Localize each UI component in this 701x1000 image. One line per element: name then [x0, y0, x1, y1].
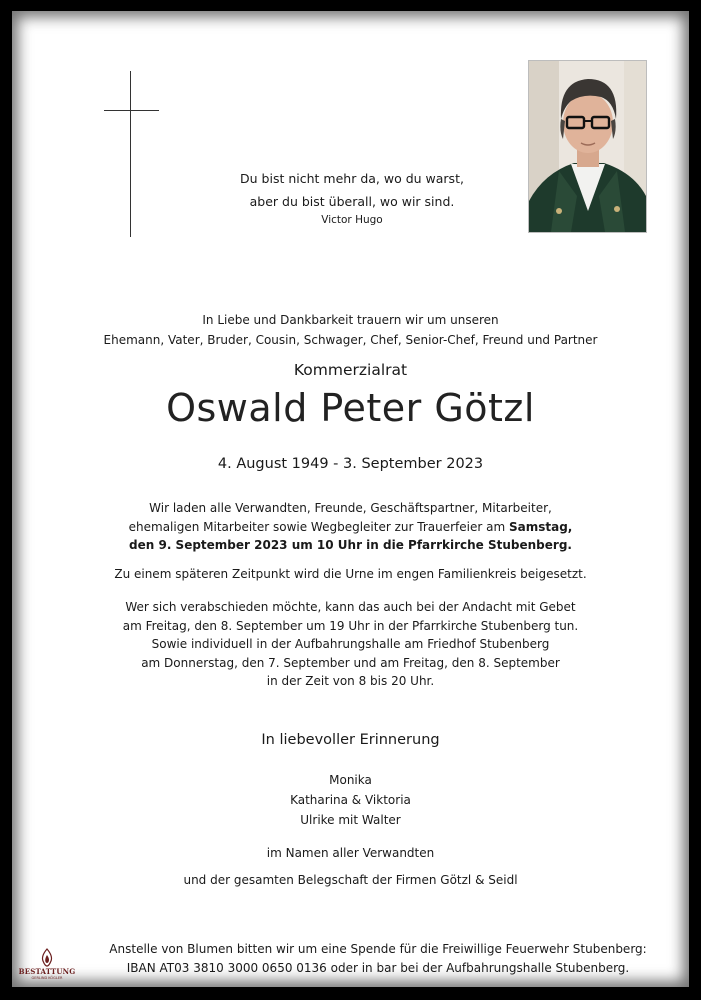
intro-text [0, 310, 701, 350]
donation-request [100, 940, 656, 977]
donation-line-2: IBAN AT03 3810 3000 0650 0136 oder in bar bei der Aufbahrungshalle Stubenberg. [126, 960, 630, 975]
quote-line-1: Du bist nicht mehr da, wo du warst, [240, 171, 464, 186]
ceremony-line-2-bold: Samstag, [508, 519, 573, 534]
honorary-title: Kommerzialrat [293, 361, 408, 379]
farewell-line-4: am Donnerstag, den 7. September und am Freitag, den 8. September [141, 655, 560, 670]
mourner-name: Katharina & Viktoria [290, 793, 411, 807]
mourner-name: Monika [329, 773, 372, 787]
ceremony-line-3 [0, 536, 701, 555]
cross-icon-horizontal [104, 110, 159, 111]
ceremony-line-1: Wir laden alle Verwandten, Freunde, Geschäftspartner, Mitarbeiter, [149, 501, 552, 515]
deceased-name: Oswald Peter Götzl [166, 386, 535, 430]
quote-author: Victor Hugo [321, 214, 383, 226]
cross-icon-vertical [130, 71, 131, 237]
logo-name: BESTATTUNG [18, 967, 76, 976]
farewell-line-1: Wer sich verabschieden möchte, kann das auch bei der Andacht mit Gebet [125, 600, 576, 614]
funeral-home-logo [18, 948, 76, 988]
life-dates: 4. August 1949 - 3. September 2023 [217, 456, 484, 472]
ceremony-line-2 [0, 518, 701, 537]
ceremony-line-3-bold: den 9. September 2023 um 10 Uhr in die Pfarrkirche Stubenberg. [129, 538, 572, 552]
mourner-name: Ulrike mit Walter [300, 813, 401, 827]
farewell-line-3: Sowie individuell in der Aufbahrungshalle am Friedhof Stubenberg [151, 637, 550, 651]
urn-notice: Zu einem späteren Zeitpunkt wird die Urne im engen Familienkreis beigesetzt. [114, 567, 587, 581]
logo-subtitle: GERLIND KÖGLER [31, 976, 63, 980]
farewell-line-2: am Freitag, den 8. September um 19 Uhr in der Pfarrkirche Stubenberg tun. [122, 618, 579, 633]
relatives-line: im Namen aller Verwandten [266, 846, 435, 860]
intro-line-2: Ehemann, Vater, Bruder, Cousin, Schwager, Chef, Senior-Chef, Freund und Partner [103, 333, 598, 347]
quote-line-2: aber du bist überall, wo wir sind. [249, 194, 455, 209]
donation-line-1: Anstelle von Blumen bitten wir um eine Spende für die Freiwillige Feuerwehr Stubenberg: [109, 942, 647, 956]
farewell-info [0, 598, 701, 691]
ceremony-invitation [0, 499, 701, 555]
quote-text [150, 167, 554, 213]
mourners-list [0, 770, 701, 830]
ceremony-line-2-plain: ehemaligen Mitarbeiter sowie Wegbegleiter zur Trauerfeier am [128, 519, 509, 534]
candle-flame-icon [39, 948, 55, 968]
remembrance-heading: In liebevoller Erinnerung [261, 732, 440, 748]
staff-line: und der gesamten Belegschaft der Firmen Götzl & Seidl [183, 873, 518, 887]
farewell-line-5: in der Zeit von 8 bis 20 Uhr. [266, 674, 435, 688]
intro-line-1: In Liebe und Dankbarkeit trauern wir um unseren [202, 313, 499, 327]
